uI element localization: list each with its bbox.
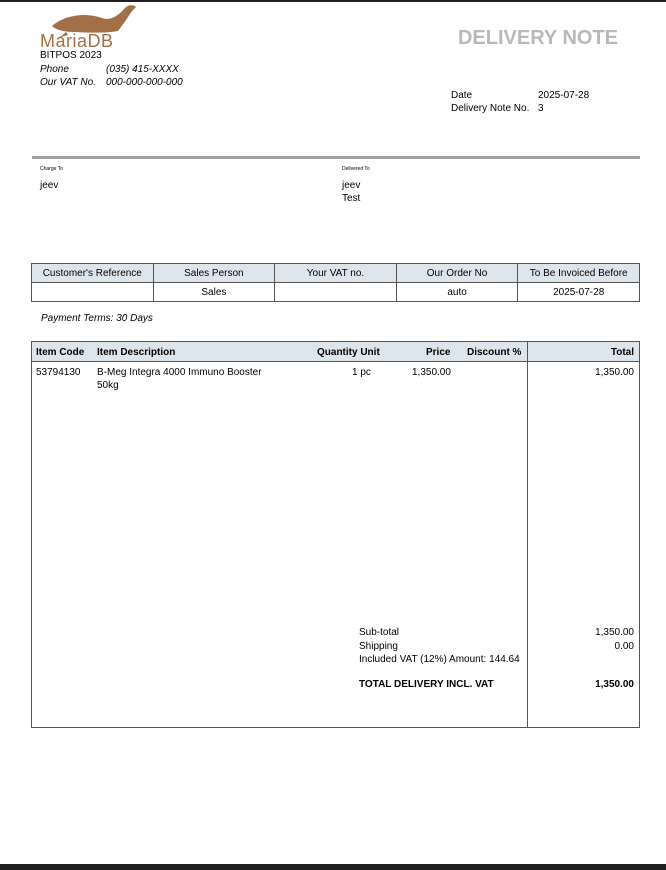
item-description-line: B-Meg Integra 4000 Immuno Booster xyxy=(97,367,262,378)
sales-person-value: Sales xyxy=(153,283,275,302)
invoice-before-value: 2025-07-28 xyxy=(518,283,640,302)
payment-terms: Payment Terms: 30 Days xyxy=(41,313,153,324)
price-header: Price xyxy=(426,347,451,358)
delivery-number-label: Delivery Note No. xyxy=(451,102,530,114)
item-price: 1,350.00 xyxy=(412,367,451,378)
customer-reference-value xyxy=(32,283,154,302)
item-description xyxy=(97,367,262,392)
section-divider xyxy=(32,156,640,159)
company-contact xyxy=(40,64,183,89)
document-title: DELIVERY NOTE xyxy=(457,27,618,49)
order-number-header: Our Order No xyxy=(396,264,518,283)
delivered-to-label: Delivered To xyxy=(342,166,370,172)
item-code-header: Item Code xyxy=(36,347,85,358)
item-description-line: 50kg xyxy=(97,379,119,391)
delivered-to-address xyxy=(342,180,360,205)
shipping-value: 0.00 xyxy=(614,640,634,652)
reference-header-row xyxy=(32,264,640,283)
shipping-label: Shipping xyxy=(359,640,398,652)
charge-to-line: jeev xyxy=(40,180,59,191)
charge-to-address xyxy=(40,180,58,193)
date-label: Date xyxy=(451,90,473,101)
customer-reference-header: Customer's Reference xyxy=(32,264,154,283)
item-quantity: 1 pc xyxy=(352,367,371,378)
phone-label: Phone xyxy=(40,64,69,75)
vat-label: Our VAT No. xyxy=(40,76,96,88)
subtotal-label: Sub-total xyxy=(359,627,400,638)
reference-table xyxy=(31,263,640,302)
phone-value: (035) 415-XXXX xyxy=(106,64,179,75)
your-vat-header: Your VAT no. xyxy=(275,264,397,283)
item-code: 53794130 xyxy=(36,367,81,378)
delivery-number-value: 3 xyxy=(538,102,544,114)
order-number-value: auto xyxy=(396,283,518,302)
vat-amount-label: Included VAT (12%) Amount: 144.64 xyxy=(359,654,520,665)
delivered-to-line: Test xyxy=(342,192,361,204)
quantity-unit-header: Quantity Unit xyxy=(317,347,380,358)
logo-wordmark: MariaDB xyxy=(40,31,114,51)
sales-person-header: Sales Person xyxy=(153,264,275,283)
your-vat-value xyxy=(275,283,397,302)
bottom-border xyxy=(0,864,666,870)
discount-header: Discount % xyxy=(467,347,522,358)
company-name: BITPOS 2023 xyxy=(40,50,102,61)
invoice-before-header: To Be Invoiced Before xyxy=(518,264,640,283)
totals-values xyxy=(595,626,634,653)
total-header: Total xyxy=(610,347,634,358)
date-value: 2025-07-28 xyxy=(538,90,590,101)
items-table xyxy=(31,341,640,728)
charge-to-label: Charge To xyxy=(40,166,63,172)
vat-value: 000-000-000-000 xyxy=(106,76,183,88)
items-header-row xyxy=(32,342,639,362)
item-total: 1,350.00 xyxy=(595,367,634,378)
item-description-header: Item Description xyxy=(97,347,176,358)
totals-labels xyxy=(359,626,520,667)
delivered-to-line: jeev xyxy=(342,180,361,191)
reference-value-row xyxy=(32,283,640,302)
grand-total-label: TOTAL DELIVERY INCL. VAT xyxy=(359,679,494,690)
grand-total-value: 1,350.00 xyxy=(595,679,634,690)
subtotal-value: 1,350.00 xyxy=(595,627,634,638)
document-meta xyxy=(451,90,589,115)
total-column-divider xyxy=(527,342,528,727)
